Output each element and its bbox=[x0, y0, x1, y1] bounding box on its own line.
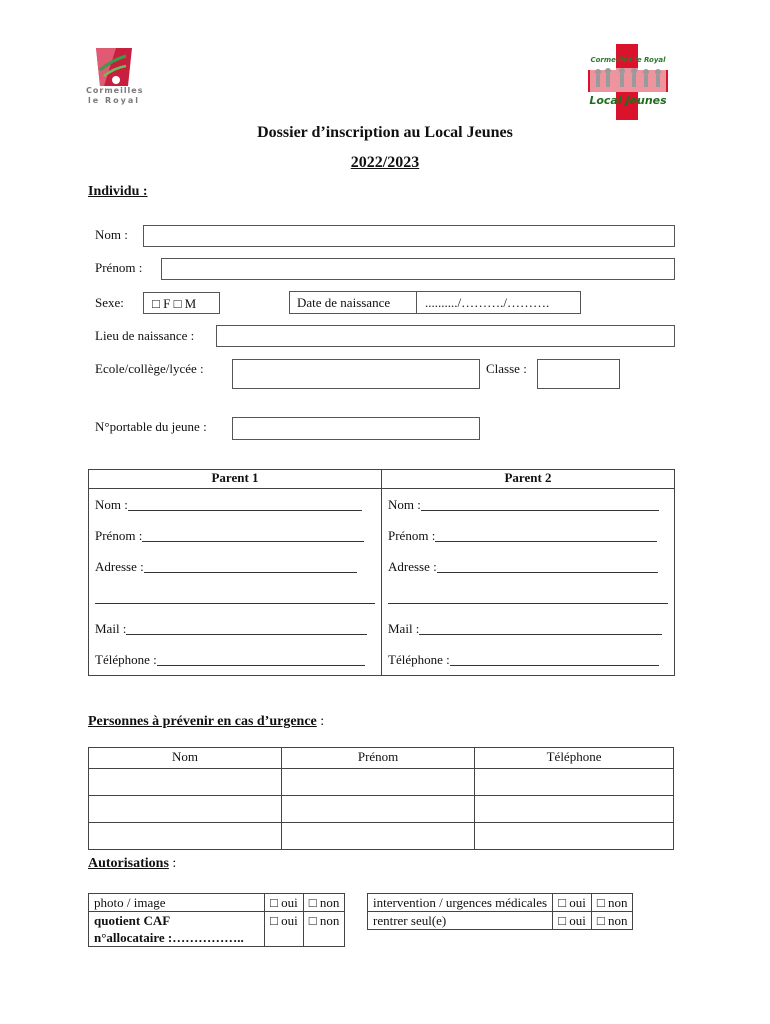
nom-label: Nom : bbox=[95, 227, 128, 242]
sexe-label: Sexe: bbox=[95, 295, 124, 310]
ecole-label: Ecole/collège/lycée : bbox=[95, 361, 204, 376]
table-row bbox=[89, 769, 674, 796]
intervention-label: intervention / urgences médicales bbox=[368, 894, 553, 912]
parent-2-field-underline[interactable] bbox=[388, 587, 668, 604]
intervention-non-checkbox[interactable]: □ non bbox=[591, 894, 633, 912]
urgence-cell[interactable] bbox=[475, 823, 674, 850]
ecole-input[interactable] bbox=[232, 359, 480, 389]
parent-2-field-underline[interactable] bbox=[450, 649, 659, 666]
photo-non-checkbox[interactable]: □ non bbox=[303, 894, 345, 912]
parent-2-field-3[interactable] bbox=[388, 582, 668, 613]
logo-left-text-1: Cormeilles bbox=[86, 86, 144, 95]
parent-1-field-label: Téléphone : bbox=[95, 652, 157, 667]
parent-2-field-5[interactable] bbox=[388, 644, 668, 675]
parent-2-field-label: Prénom : bbox=[388, 528, 436, 543]
intervention-oui-checkbox[interactable]: □ oui bbox=[553, 894, 592, 912]
classe-input[interactable] bbox=[537, 359, 620, 389]
form-year: 2022/2023 bbox=[350, 154, 420, 171]
urgence-col-prenom: Prénom bbox=[282, 748, 475, 769]
table-row bbox=[89, 823, 674, 850]
parent-1-field-underline[interactable] bbox=[126, 618, 367, 635]
parent-2-field-4[interactable] bbox=[388, 613, 668, 644]
quotient-oui-checkbox[interactable]: □ oui bbox=[265, 912, 304, 947]
parent-2-field-underline[interactable] bbox=[419, 618, 662, 635]
parent-2-field-label: Téléphone : bbox=[388, 652, 450, 667]
date-naissance-label-box bbox=[289, 291, 417, 314]
parent-2-field-underline[interactable] bbox=[435, 525, 657, 542]
photo-oui-checkbox[interactable]: □ oui bbox=[265, 894, 304, 912]
table-row bbox=[89, 796, 674, 823]
parent-1-field-label: Mail : bbox=[95, 621, 127, 636]
urgence-suffix: : bbox=[316, 714, 325, 729]
parent-1-field-2[interactable] bbox=[95, 551, 375, 582]
parent-1-field-label: Prénom : bbox=[95, 528, 143, 543]
urgence-title: Personnes à prévenir en cas d’urgence bbox=[88, 714, 317, 729]
parent-2-column bbox=[382, 489, 675, 676]
urgence-cell[interactable] bbox=[282, 796, 475, 823]
portable-label: N°portable du jeune : bbox=[95, 419, 207, 434]
date-naissance-label: Date de naissance bbox=[297, 295, 391, 310]
parent-2-header: Parent 2 bbox=[382, 470, 675, 489]
sexe-field[interactable] bbox=[143, 292, 220, 314]
urgence-col-telephone: Téléphone bbox=[475, 748, 674, 769]
sexe-options[interactable]: □ F □ M bbox=[152, 296, 197, 311]
autorisations-suffix: : bbox=[168, 856, 177, 871]
logo-left-text-2: le Royal bbox=[88, 96, 140, 105]
autorisations-left-table bbox=[88, 893, 345, 947]
parent-1-field-underline[interactable] bbox=[157, 649, 365, 666]
parent-1-field-underline[interactable] bbox=[128, 494, 362, 511]
prenom-input[interactable] bbox=[161, 258, 675, 280]
urgence-cell[interactable] bbox=[89, 796, 282, 823]
urgence-cell[interactable] bbox=[475, 769, 674, 796]
prenom-label: Prénom : bbox=[95, 260, 143, 275]
urgence-col-nom: Nom bbox=[89, 748, 282, 769]
parent-1-field-5[interactable] bbox=[95, 644, 375, 675]
quotient-caf: quotient CAF bbox=[94, 913, 171, 928]
rentrer-non-checkbox[interactable]: □ non bbox=[591, 912, 633, 930]
form-title: Dossier d’inscription au Local Jeunes bbox=[257, 124, 513, 141]
parent-1-field-underline[interactable] bbox=[142, 525, 364, 542]
parent-2-field-label: Mail : bbox=[388, 621, 420, 636]
parent-2-field-1[interactable] bbox=[388, 520, 668, 551]
parent-1-header: Parent 1 bbox=[89, 470, 382, 489]
urgence-table bbox=[88, 747, 674, 850]
urgence-cell[interactable] bbox=[475, 796, 674, 823]
section-urgence bbox=[88, 714, 324, 730]
date-naissance-value: ........../………./………. bbox=[425, 295, 550, 310]
parents-table bbox=[88, 469, 675, 676]
parent-1-column bbox=[89, 489, 382, 676]
parent-2-field-underline[interactable] bbox=[421, 494, 659, 511]
parent-2-field-2[interactable] bbox=[388, 551, 668, 582]
parent-2-field-underline[interactable] bbox=[437, 556, 658, 573]
lieu-naissance-input[interactable] bbox=[216, 325, 675, 347]
parent-2-field-label: Adresse : bbox=[388, 559, 437, 574]
section-autorisations bbox=[88, 856, 176, 872]
lieu-naissance-label: Lieu de naissance : bbox=[95, 328, 195, 343]
classe-label: Classe : bbox=[486, 361, 527, 376]
logo-right-text-2: Local Jeunes bbox=[589, 94, 667, 107]
urgence-cell[interactable] bbox=[282, 769, 475, 796]
section-individu: Individu : bbox=[88, 184, 148, 199]
nom-input[interactable] bbox=[143, 225, 675, 247]
parent-1-field-label: Adresse : bbox=[95, 559, 144, 574]
parent-2-field-label: Nom : bbox=[388, 497, 421, 512]
urgence-cell[interactable] bbox=[282, 823, 475, 850]
urgence-cell[interactable] bbox=[89, 769, 282, 796]
autorisations-right-table bbox=[367, 893, 633, 930]
quotient-non-checkbox[interactable]: □ non bbox=[303, 912, 345, 947]
parent-1-field-0[interactable] bbox=[95, 489, 375, 520]
portable-input[interactable] bbox=[232, 417, 480, 440]
photo-label: photo / image bbox=[89, 894, 265, 912]
date-naissance-input[interactable] bbox=[416, 291, 581, 314]
parent-1-field-1[interactable] bbox=[95, 520, 375, 551]
quotient-label bbox=[89, 912, 265, 947]
rentrer-label: rentrer seul(e) bbox=[368, 912, 553, 930]
logo-cormeilles bbox=[86, 46, 142, 112]
parent-1-field-underline[interactable] bbox=[144, 556, 357, 573]
allocataire-line: n°allocataire :…………….. bbox=[94, 930, 244, 945]
parent-1-field-underline[interactable] bbox=[95, 587, 375, 604]
autorisations-title: Autorisations bbox=[88, 856, 169, 871]
logo-local-jeunes bbox=[588, 44, 668, 120]
parent-2-field-0[interactable] bbox=[388, 489, 668, 520]
parent-1-field-4[interactable] bbox=[95, 613, 375, 644]
urgence-cell[interactable] bbox=[89, 823, 282, 850]
logo-right-text-1: Cormeilles le Royal bbox=[590, 56, 666, 64]
parent-1-field-3[interactable] bbox=[95, 582, 375, 613]
rentrer-oui-checkbox[interactable]: □ oui bbox=[553, 912, 592, 930]
parent-1-field-label: Nom : bbox=[95, 497, 128, 512]
